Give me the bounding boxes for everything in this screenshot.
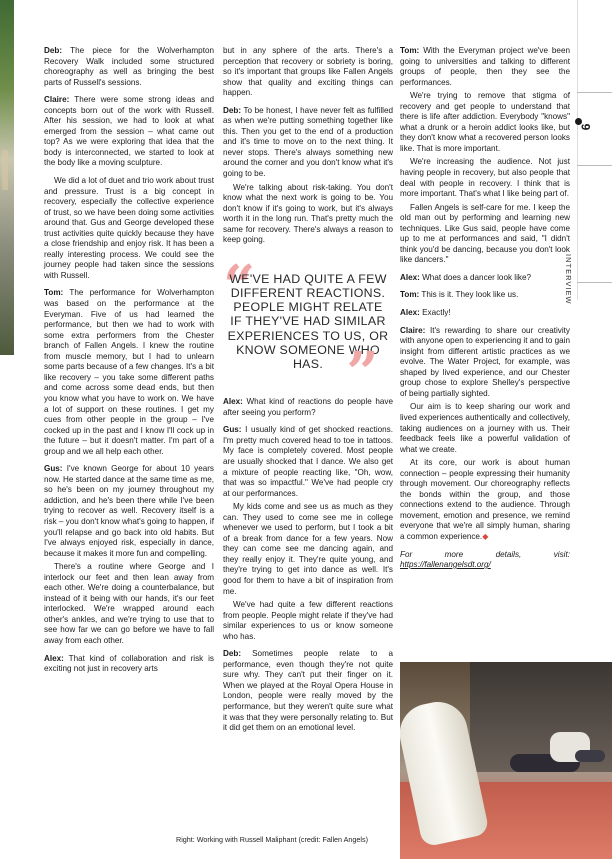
close-quote-icon: ” <box>346 340 379 407</box>
paragraph: Alex: That kind of collaboration and risk is exciting not just in recovery arts <box>44 653 214 674</box>
website-link[interactable]: https://fallenangelsdt.org/ <box>400 560 491 570</box>
section-label: INTERVIEW <box>564 254 573 305</box>
paragraph: Fallen Angels is self-care for me. I keep the old man out by performing and learning new techniques. Like Gus said, people have come up to me at performances and said, "I didn't think you'd be dancing, because you don't look like dancers." <box>400 202 570 265</box>
paragraph: Alex: What kind of reactions do people have after seeing you perform? <box>223 397 393 417</box>
column-1 <box>44 46 214 682</box>
column-3 <box>400 46 570 578</box>
paragraph: We're increasing the audience. Not just having people in recovery, but also people that deal with people in recovery. I think that is more important. That's what I like being part of. <box>400 157 570 199</box>
pull-quote <box>223 252 389 407</box>
sidebar-divider <box>577 0 578 300</box>
page-number: 9 <box>578 123 593 131</box>
left-edge-photo <box>0 0 14 355</box>
paragraph: but in any sphere of the arts. There's a perception that recovery or sobriety is boring, so it's important that groups like Fallen Angels show that quality and exciting things can happen. <box>223 46 393 98</box>
paragraph: Deb: To be honest, I have never felt as fulfilled as when we're putting something together like this. Then you get to the end of a production and it's time to move on to the next thing. It never stops. There's always something new around the corner and you don't know what it's going to be. <box>223 105 393 179</box>
paragraph: Gus: I've known George for about 10 years now. He started dance at the same time as me, so he's been on my journey throughout my addiction, and he's been there while I've been trying to recover as well. Recovery itself is a risk – you don't know what's going to happen, if you'll relapse and go back into old habits. But I've always enjoyed risk, especially in dance, because it makes it more fun and compelling. <box>44 464 214 558</box>
pull-quote-text: WE'VE HAD QUITE A FEW DIFFERENT REACTIONS. PEOPLE MIGHT RELATE IF THEY'VE HAD SIMILAR EXPERIENCES TO US, OR KNOW SOMEONE WHO HAS. <box>227 271 389 372</box>
paragraph: Alex: What does a dancer look like? <box>400 272 531 282</box>
sidebar-rule <box>577 92 612 93</box>
rehearsal-photo <box>400 662 612 859</box>
details-line: For more details, visit: https://fallenangelsdt.org/ <box>400 549 570 570</box>
paragraph: My kids come and see us as much as they can. They used to come see me in college whenever we used to perform, but I took a bit of a break from dance for a few years. Now they can come see me dancing again, and they really enjoy it. They're quite young, and they're trying to get into dance as well. It's good for them to have a bit of inspiration from me. <box>223 502 393 596</box>
photo-caption: Right: Working with Russell Maliphant (credit: Fallen Angels) <box>176 835 369 844</box>
paragraph: Tom: With the Everyman project we've been going to universities and talking to different groups of people, then they see the performances. <box>400 46 570 87</box>
paragraph: Tom: This is it. They look like us. <box>400 290 519 300</box>
paragraph: Our aim is to keep sharing our work and lived experiences authentically and collectively, taking audiences on a journey with us. Their feedback feels like a powerful validation of what we create. <box>400 402 570 454</box>
sidebar-rule <box>577 165 612 166</box>
paragraph: There's a routine where George and I interlock our feet and then lean away from each other. We're doing a counterbalance, but instead of it being with our hands, it's our feet interlocked. We're wrapped around each other's ankles, and we're trying to use that to see how far we can go before we have to fall away from each other. <box>44 562 214 645</box>
paragraph: We're talking about risk-taking. You don't know what the next work is going to be. You don't know if it's going to work, but it's always worth it in the long run. That's pretty much the same for recovery. There's always a reason to keep going. <box>223 182 393 245</box>
end-mark-icon: ◆ <box>482 531 489 541</box>
sidebar-rule <box>577 282 612 283</box>
paragraph: Claire: There were some strong ideas and concepts born out of the work with Russell. After his session, we had to look at what emerged from the session – what came out top? As we were exploring that idea that the body is interconnected, we started to look at the body like a moving sculpture. <box>44 95 214 168</box>
paragraph: Deb: The piece for the Wolverhampton Recovery Walk included some structured choreography as well as bringing the best parts of Russell's sessions. <box>44 46 214 87</box>
paragraph: Deb: Sometimes people relate to a performance, even though they're not quite sure why. They can't put their finger on it. When we played at the Royal Opera House in London, people were really moved by the performance, but they weren't quite sure what it was that they were personally relating to. But it did get them on an emotional level. <box>223 649 393 733</box>
paragraph: Gus: I usually kind of get shocked reactions. I'm pretty much covered head to toe in tattoos. My face is completely covered. Most people are usually shocked that I dance. We also get a mixture of people reacting like, "Oh, wow, that was so impactful." We've had people cry at our performances. <box>223 425 393 498</box>
paragraph: At its core, our work is about human connection – people expressing their humanity through movement. Our choreography reflects the bonds within the group, and those connections extend to the audience. Through movement, emotion and presence, we remind everyone that we're all simply human, sharing a common experience.◆ <box>400 458 570 541</box>
open-quote-icon: “ <box>223 252 256 319</box>
paragraph: Tom: The performance for Wolverhampton was based on the performance at the Everyman. Five of us had learned the performance, but then we had to work with some extra performers from the Chester branch of Fallen Angels. I knew the routine from muscle memory, but I had to unlearn some parts because of a few changes. It's a bit like recovery – you take some different paths and come across some dead ends, but then you know what you have to work on. We have a lot of support on these routines. I get my cues from other people in the group – I've cocked up in the past and I know I'll cock up in the future – but it doesn't matter. I'm part of a group and we all help each other. <box>44 288 214 456</box>
paragraph: We're trying to remove that stigma of recovery and get people to understand that there is life after addiction. Everybody "knows" what a drunk or a heroin addict looks like, but they don't know what a recovered person looks like. That is more important. <box>400 91 570 153</box>
dancer-figure <box>575 750 605 762</box>
paragraph: Alex: Exactly! <box>400 308 451 318</box>
paragraph: We did a lot of duet and trio work about trust and pressure. Trust is a big concept in recovery, especially the collective experience of trust, so we have been doing some activities around that. Gus and George developed these trust activities quite quickly because they have a close friendship and enjoy risk. It has been a really interesting process. We could see the journey people had taken since the sessions with Russell. <box>44 176 214 280</box>
paragraph: Claire: It's rewarding to share our creativity with anyone open to experiencing it and to gain insight from different artistic practices as we evolve. The Water Project, for example, was shaped by lived experience, and our Chester group chose to explore Shelley's perspective of being partially sighted. <box>400 325 570 398</box>
paragraph: We've had quite a few different reactions from people. People might relate if they've had similar experiences to us or know someone who has. <box>223 600 393 641</box>
column-2 <box>223 46 393 741</box>
